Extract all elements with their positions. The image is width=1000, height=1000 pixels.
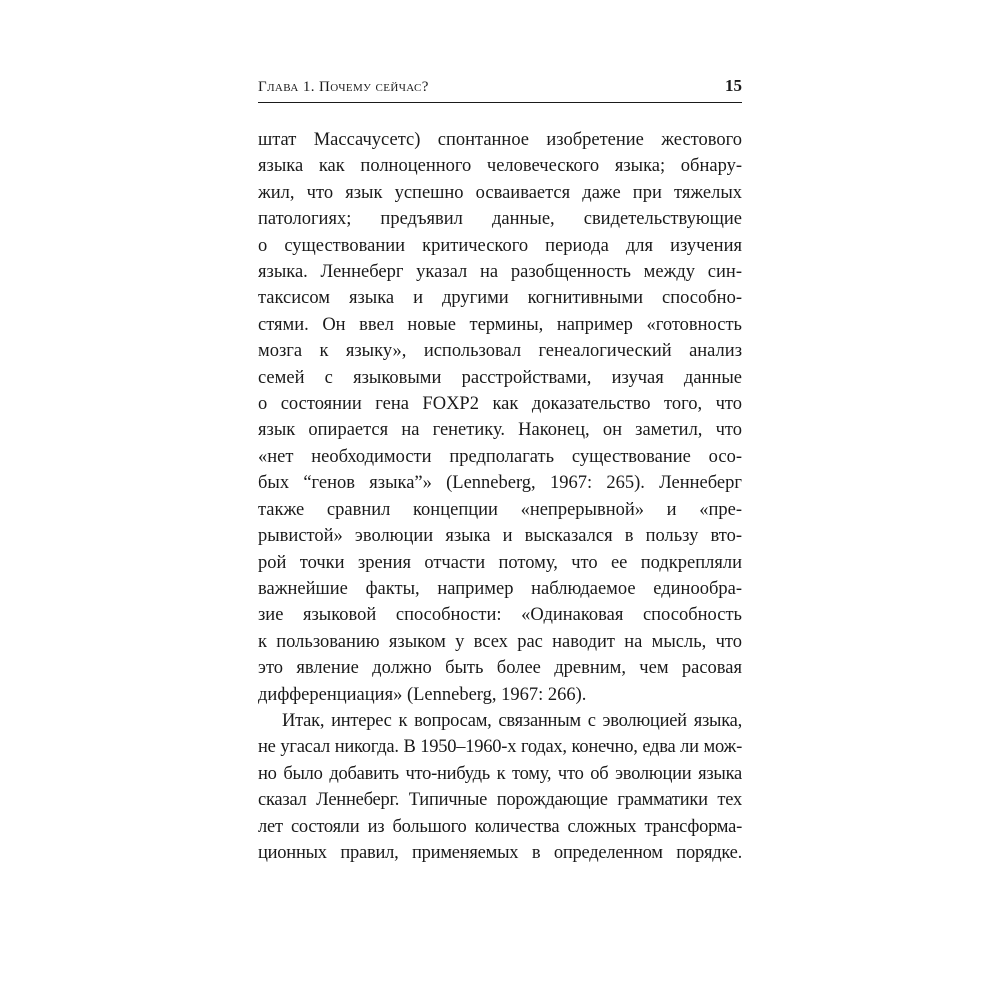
text-line: семей с языковыми расстройствами, изучая данные [258,367,742,388]
text-line: таксисом языка и другими когнитивными способно- [258,288,742,309]
text-line: языка как полноценного человеческого языка; обнару- [258,156,742,177]
text-line: лет состояли из большого количества сложных трансформа- [258,816,742,837]
text-line: о состоянии гена FOXP2 как доказательство того, что [258,394,742,415]
paragraph-1 [258,127,742,708]
book-page [258,70,742,866]
text-line: стями. Он ввел новые термины, например «готовность [258,314,742,335]
text-line: к пользованию языком у всех рас наводит на мысль, что [258,631,742,652]
text-line: язык опирается на генетику. Наконец, он заметил, что [258,420,742,441]
page-number: 15 [725,76,742,95]
running-head [258,70,742,103]
text-line: мозга к языку», использовал генеалогический анализ [258,341,742,362]
text-line: Итак, интерес к вопросам, связанным с эволюцией языка, [282,710,742,731]
text-line: ционных правил, применяемых в определенном порядке. [258,842,742,863]
text-line: о существовании критического периода для изучения [258,235,742,256]
text-line: важнейшие факты, например наблюдаемое единообра- [258,578,742,599]
text-line: рой точки зрения отчасти потому, что ее подкрепляли [258,552,742,573]
text-line: сказал Леннеберг. Типичные порождающие грамматики тех [258,790,742,811]
chapter-title: Глава 1. Почему сейчас? [258,79,429,95]
text-line: также сравнил концепции «непрерывной» и «пре- [258,499,742,520]
text-line: рывистой» эволюции языка и высказался в пользу вто- [258,526,742,547]
text-line: штат Массачусетс) спонтанное изобретение жестового [258,130,742,150]
text-line: «нет необходимости предполагать существование осо- [258,446,742,467]
text-line: дифференциация» (Lenneberg, 1967: 266). [258,684,587,705]
body-text [258,127,742,866]
text-line: жил, что язык успешно осваивается даже при тяжелых [258,182,742,203]
text-line: не угасал никогда. В 1950–1960-х годах, конечно, едва ли мож- [258,737,742,758]
text-line: зие языковой способности: «Одинаковая способность [258,605,742,626]
text-line: это явление должно быть более древним, чем расовая [258,658,742,679]
paragraph-2 [258,708,742,866]
text-line: бых “генов языка”» (Lenneberg, 1967: 265). Леннеберг [258,473,742,494]
text-line: патологиях; предъявил данные, свидетельствующие [258,209,742,230]
text-line: но было добавить что-нибудь к тому, что об эволюции языка [258,763,742,784]
text-line: языка. Леннеберг указал на разобщенность между син- [258,262,742,283]
